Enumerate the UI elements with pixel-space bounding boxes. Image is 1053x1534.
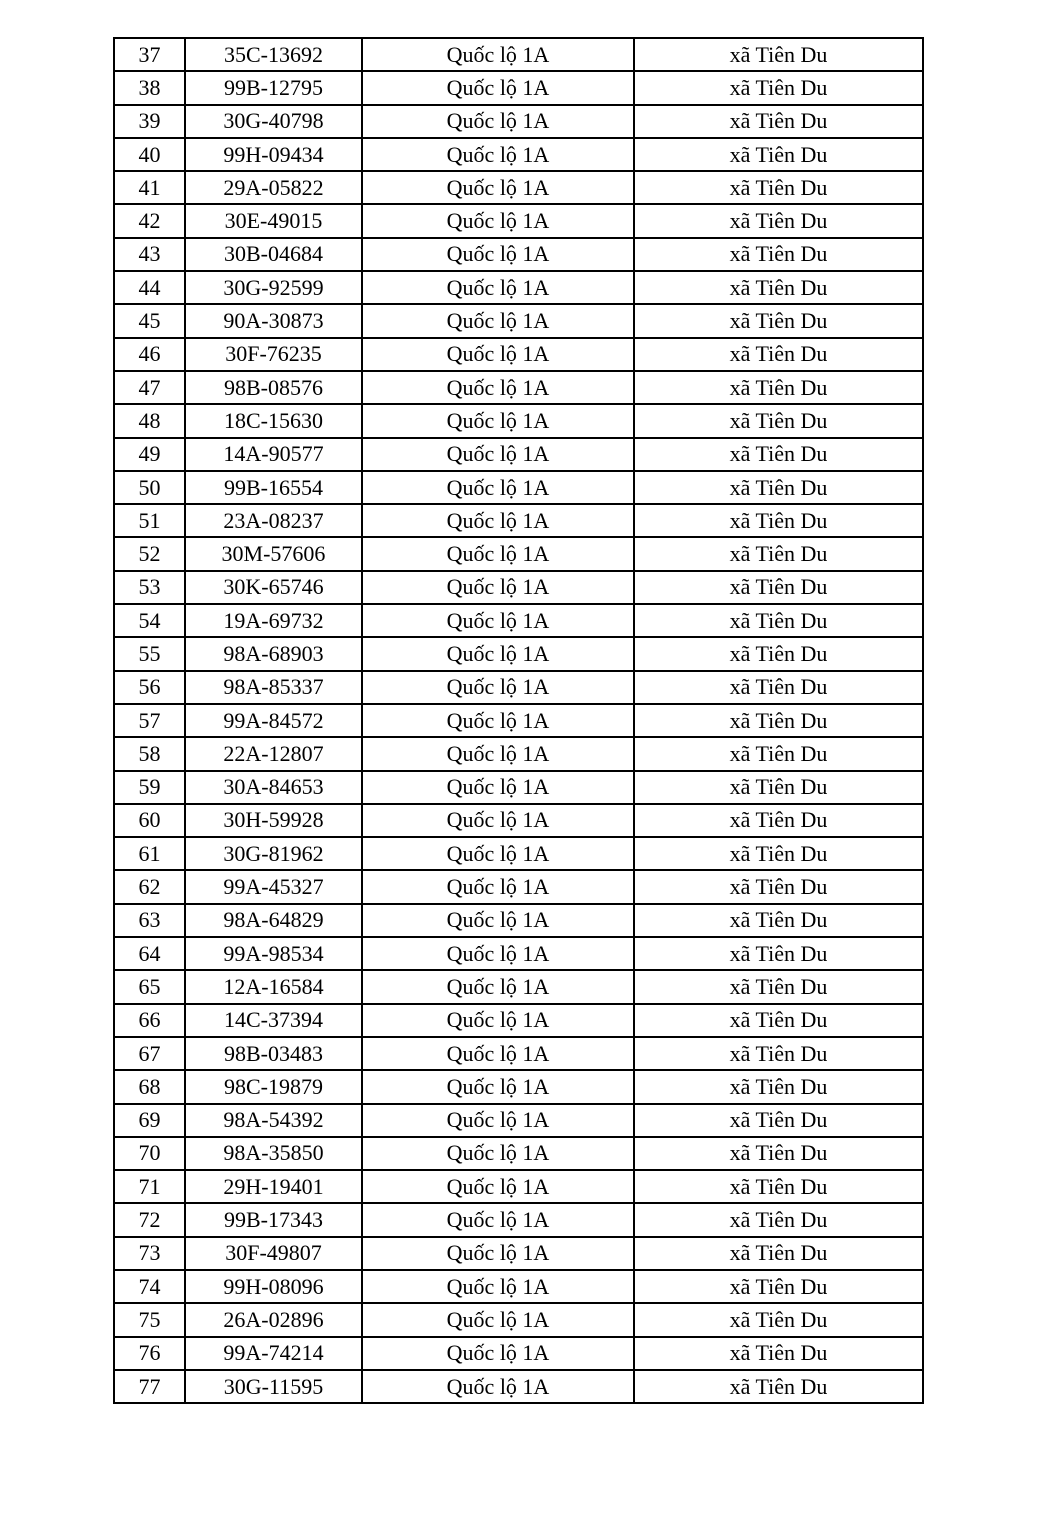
road-cell: Quốc lộ 1A [362,771,634,804]
license-plate-cell: 99A-45327 [185,870,362,903]
location-cell: xã Tiên Du [634,1170,923,1203]
location-cell: xã Tiên Du [634,837,923,870]
license-plate-cell: 30E-49015 [185,204,362,237]
license-plate-cell: 12A-16584 [185,970,362,1003]
license-plate-cell: 99A-84572 [185,704,362,737]
road-cell: Quốc lộ 1A [362,1104,634,1137]
table-row [114,238,923,271]
road-cell: Quốc lộ 1A [362,404,634,437]
road-cell: Quốc lộ 1A [362,837,634,870]
license-plate-cell: 99A-98534 [185,937,362,970]
road-cell: Quốc lộ 1A [362,1270,634,1303]
location-cell: xã Tiên Du [634,637,923,670]
row-number-cell: 46 [114,338,185,371]
license-plate-cell: 30F-76235 [185,338,362,371]
table-row [114,304,923,337]
license-plate-cell: 19A-69732 [185,604,362,637]
table-row [114,837,923,870]
row-number-cell: 54 [114,604,185,637]
license-plate-cell: 29A-05822 [185,171,362,204]
license-plate-cell: 30G-11595 [185,1370,362,1403]
table-row [114,870,923,903]
road-cell: Quốc lộ 1A [362,471,634,504]
road-cell: Quốc lộ 1A [362,438,634,471]
road-cell: Quốc lộ 1A [362,238,634,271]
road-cell: Quốc lộ 1A [362,138,634,171]
license-plate-cell: 26A-02896 [185,1303,362,1336]
license-plate-cell: 98A-64829 [185,904,362,937]
license-plate-cell: 30F-49807 [185,1237,362,1270]
location-cell: xã Tiên Du [634,271,923,304]
table-row [114,404,923,437]
row-number-cell: 44 [114,271,185,304]
table-row [114,204,923,237]
table-row [114,105,923,138]
road-cell: Quốc lộ 1A [362,970,634,1003]
row-number-cell: 39 [114,105,185,138]
license-plate-cell: 99B-17343 [185,1203,362,1236]
road-cell: Quốc lộ 1A [362,1037,634,1070]
table-row [114,1137,923,1170]
row-number-cell: 37 [114,38,185,71]
road-cell: Quốc lộ 1A [362,1303,634,1336]
road-cell: Quốc lộ 1A [362,204,634,237]
table-row [114,937,923,970]
license-plate-cell: 99B-16554 [185,471,362,504]
license-plate-cell: 30A-84653 [185,771,362,804]
location-cell: xã Tiên Du [634,537,923,570]
location-cell: xã Tiên Du [634,970,923,1003]
road-cell: Quốc lộ 1A [362,171,634,204]
license-plate-cell: 99B-12795 [185,71,362,104]
location-cell: xã Tiên Du [634,704,923,737]
row-number-cell: 65 [114,970,185,1003]
road-cell: Quốc lộ 1A [362,338,634,371]
table-row [114,171,923,204]
table-row [114,704,923,737]
road-cell: Quốc lộ 1A [362,571,634,604]
road-cell: Quốc lộ 1A [362,537,634,570]
license-plate-cell: 23A-08237 [185,504,362,537]
location-cell: xã Tiên Du [634,1104,923,1137]
row-number-cell: 68 [114,1070,185,1103]
location-cell: xã Tiên Du [634,1237,923,1270]
road-cell: Quốc lộ 1A [362,71,634,104]
road-cell: Quốc lộ 1A [362,671,634,704]
road-cell: Quốc lộ 1A [362,1137,634,1170]
location-cell: xã Tiên Du [634,371,923,404]
road-cell: Quốc lộ 1A [362,304,634,337]
location-cell: xã Tiên Du [634,1203,923,1236]
license-plate-cell: 98A-68903 [185,637,362,670]
road-cell: Quốc lộ 1A [362,1203,634,1236]
location-cell: xã Tiên Du [634,105,923,138]
row-number-cell: 75 [114,1303,185,1336]
location-cell: xã Tiên Du [634,204,923,237]
table-row [114,138,923,171]
table-row [114,338,923,371]
license-plate-cell: 90A-30873 [185,304,362,337]
table-row [114,671,923,704]
license-plate-cell: 99H-09434 [185,138,362,171]
row-number-cell: 58 [114,737,185,770]
road-cell: Quốc lộ 1A [362,1237,634,1270]
license-plate-cell: 14C-37394 [185,1004,362,1037]
row-number-cell: 76 [114,1337,185,1370]
location-cell: xã Tiên Du [634,1270,923,1303]
license-plate-cell: 99A-74214 [185,1337,362,1370]
row-number-cell: 66 [114,1004,185,1037]
location-cell: xã Tiên Du [634,1137,923,1170]
location-cell: xã Tiên Du [634,438,923,471]
table-row [114,1037,923,1070]
road-cell: Quốc lộ 1A [362,371,634,404]
road-cell: Quốc lộ 1A [362,804,634,837]
location-cell: xã Tiên Du [634,1337,923,1370]
license-plate-cell: 35C-13692 [185,38,362,71]
row-number-cell: 40 [114,138,185,171]
row-number-cell: 38 [114,71,185,104]
license-plate-cell: 30G-81962 [185,837,362,870]
table-row [114,904,923,937]
table-row [114,637,923,670]
road-cell: Quốc lộ 1A [362,604,634,637]
table-row [114,71,923,104]
table-row [114,1203,923,1236]
row-number-cell: 71 [114,1170,185,1203]
row-number-cell: 53 [114,571,185,604]
location-cell: xã Tiên Du [634,71,923,104]
license-plate-cell: 98B-03483 [185,1037,362,1070]
license-plate-cell: 30K-65746 [185,571,362,604]
location-cell: xã Tiên Du [634,38,923,71]
license-plate-cell: 22A-12807 [185,737,362,770]
vehicle-plate-table [113,37,924,1404]
license-plate-cell: 18C-15630 [185,404,362,437]
row-number-cell: 49 [114,438,185,471]
license-plate-cell: 30M-57606 [185,537,362,570]
row-number-cell: 47 [114,371,185,404]
location-cell: xã Tiên Du [634,471,923,504]
location-cell: xã Tiên Du [634,804,923,837]
table-row [114,1303,923,1336]
license-plate-cell: 30G-92599 [185,271,362,304]
road-cell: Quốc lộ 1A [362,1170,634,1203]
road-cell: Quốc lộ 1A [362,1004,634,1037]
row-number-cell: 70 [114,1137,185,1170]
road-cell: Quốc lộ 1A [362,737,634,770]
table-row [114,1337,923,1370]
location-cell: xã Tiên Du [634,904,923,937]
license-plate-cell: 98A-54392 [185,1104,362,1137]
table-row [114,771,923,804]
row-number-cell: 64 [114,937,185,970]
road-cell: Quốc lộ 1A [362,637,634,670]
table-row [114,371,923,404]
location-cell: xã Tiên Du [634,238,923,271]
table-row [114,804,923,837]
row-number-cell: 72 [114,1203,185,1236]
license-plate-cell: 98C-19879 [185,1070,362,1103]
location-cell: xã Tiên Du [634,1037,923,1070]
table-row [114,1237,923,1270]
table-row [114,1170,923,1203]
road-cell: Quốc lộ 1A [362,1070,634,1103]
license-plate-cell: 29H-19401 [185,1170,362,1203]
table-row [114,537,923,570]
location-cell: xã Tiên Du [634,870,923,903]
location-cell: xã Tiên Du [634,1370,923,1403]
road-cell: Quốc lộ 1A [362,1370,634,1403]
row-number-cell: 41 [114,171,185,204]
location-cell: xã Tiên Du [634,304,923,337]
table-row [114,1070,923,1103]
row-number-cell: 74 [114,1270,185,1303]
table-body [114,38,923,1403]
location-cell: xã Tiên Du [634,604,923,637]
table-row [114,471,923,504]
row-number-cell: 52 [114,537,185,570]
table-row [114,1004,923,1037]
road-cell: Quốc lộ 1A [362,38,634,71]
license-plate-cell: 98B-08576 [185,371,362,404]
row-number-cell: 55 [114,637,185,670]
license-plate-cell: 98A-35850 [185,1137,362,1170]
row-number-cell: 48 [114,404,185,437]
row-number-cell: 50 [114,471,185,504]
row-number-cell: 57 [114,704,185,737]
table-row [114,271,923,304]
road-cell: Quốc lộ 1A [362,1337,634,1370]
license-plate-cell: 30G-40798 [185,105,362,138]
license-plate-cell: 30B-04684 [185,238,362,271]
location-cell: xã Tiên Du [634,937,923,970]
location-cell: xã Tiên Du [634,671,923,704]
location-cell: xã Tiên Du [634,571,923,604]
license-plate-cell: 99H-08096 [185,1270,362,1303]
location-cell: xã Tiên Du [634,404,923,437]
table-row [114,1370,923,1403]
table-row [114,504,923,537]
road-cell: Quốc lộ 1A [362,704,634,737]
road-cell: Quốc lộ 1A [362,105,634,138]
location-cell: xã Tiên Du [634,1303,923,1336]
row-number-cell: 51 [114,504,185,537]
row-number-cell: 73 [114,1237,185,1270]
row-number-cell: 63 [114,904,185,937]
road-cell: Quốc lộ 1A [362,937,634,970]
row-number-cell: 43 [114,238,185,271]
license-plate-cell: 30H-59928 [185,804,362,837]
row-number-cell: 62 [114,870,185,903]
row-number-cell: 77 [114,1370,185,1403]
table-row [114,571,923,604]
table-row [114,1270,923,1303]
location-cell: xã Tiên Du [634,171,923,204]
table-row [114,604,923,637]
road-cell: Quốc lộ 1A [362,904,634,937]
location-cell: xã Tiên Du [634,737,923,770]
road-cell: Quốc lộ 1A [362,504,634,537]
table-row [114,970,923,1003]
table-row [114,438,923,471]
row-number-cell: 61 [114,837,185,870]
row-number-cell: 42 [114,204,185,237]
table-row [114,737,923,770]
table-row [114,1104,923,1137]
table-row [114,38,923,71]
road-cell: Quốc lộ 1A [362,870,634,903]
row-number-cell: 69 [114,1104,185,1137]
row-number-cell: 45 [114,304,185,337]
location-cell: xã Tiên Du [634,138,923,171]
location-cell: xã Tiên Du [634,504,923,537]
location-cell: xã Tiên Du [634,338,923,371]
location-cell: xã Tiên Du [634,1004,923,1037]
row-number-cell: 59 [114,771,185,804]
row-number-cell: 56 [114,671,185,704]
license-plate-cell: 98A-85337 [185,671,362,704]
license-plate-cell: 14A-90577 [185,438,362,471]
location-cell: xã Tiên Du [634,1070,923,1103]
location-cell: xã Tiên Du [634,771,923,804]
row-number-cell: 60 [114,804,185,837]
row-number-cell: 67 [114,1037,185,1070]
road-cell: Quốc lộ 1A [362,271,634,304]
